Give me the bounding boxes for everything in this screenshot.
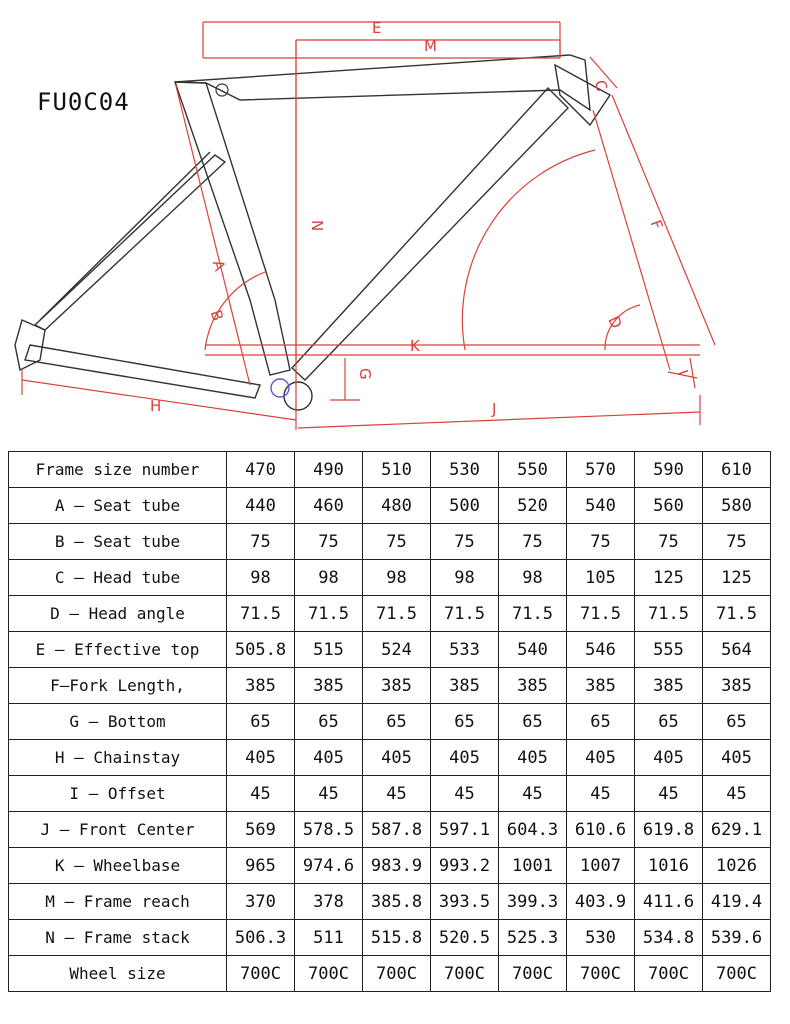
row-label: C — Head tube <box>9 560 227 596</box>
table-cell: 546 <box>567 632 635 668</box>
table-row <box>9 812 771 848</box>
table-cell: 610.6 <box>567 812 635 848</box>
table-cell: 405 <box>431 740 499 776</box>
table-cell: 1007 <box>567 848 635 884</box>
table-cell: 65 <box>363 704 431 740</box>
table-row <box>9 488 771 524</box>
table-cell: 405 <box>227 740 295 776</box>
table-cell: 974.6 <box>295 848 363 884</box>
table-cell: 385.8 <box>363 884 431 920</box>
table-cell: 65 <box>703 704 771 740</box>
table-cell: 105 <box>567 560 635 596</box>
table-row <box>9 596 771 632</box>
table-cell: 45 <box>363 776 431 812</box>
table-row <box>9 632 771 668</box>
table-cell: 597.1 <box>431 812 499 848</box>
dim-label-a: A <box>208 257 229 274</box>
table-cell: 983.9 <box>363 848 431 884</box>
table-cell: 587.8 <box>363 812 431 848</box>
table-cell: 378 <box>295 884 363 920</box>
table-cell: 700C <box>635 956 703 992</box>
table-cell: 510 <box>363 452 431 488</box>
table-cell: 411.6 <box>635 884 703 920</box>
row-label: I — Offset <box>9 776 227 812</box>
table-cell: 71.5 <box>635 596 703 632</box>
table-cell: 505.8 <box>227 632 295 668</box>
table-cell: 569 <box>227 812 295 848</box>
table-cell: 540 <box>499 632 567 668</box>
table-cell: 399.3 <box>499 884 567 920</box>
dim-label-j: J <box>492 400 497 418</box>
dim-label-i: I <box>673 367 692 378</box>
table-cell: 393.5 <box>431 884 499 920</box>
table-cell: 490 <box>295 452 363 488</box>
table-cell: 534.8 <box>635 920 703 956</box>
table-cell: 45 <box>499 776 567 812</box>
table-cell: 405 <box>363 740 431 776</box>
table-cell: 71.5 <box>431 596 499 632</box>
table-cell: 71.5 <box>227 596 295 632</box>
table-cell: 385 <box>363 668 431 704</box>
table-cell: 578.5 <box>295 812 363 848</box>
table-cell: 480 <box>363 488 431 524</box>
row-label: E — Effective top <box>9 632 227 668</box>
table-cell: 993.2 <box>431 848 499 884</box>
row-label: N — Frame stack <box>9 920 227 956</box>
table-cell: 98 <box>295 560 363 596</box>
table-cell: 700C <box>499 956 567 992</box>
table-header-row <box>9 452 771 488</box>
table-cell: 560 <box>635 488 703 524</box>
table-cell: 65 <box>635 704 703 740</box>
table-cell: 440 <box>227 488 295 524</box>
row-label: A — Seat tube <box>9 488 227 524</box>
table-cell: 520 <box>499 488 567 524</box>
table-cell: 540 <box>567 488 635 524</box>
table-cell: 98 <box>227 560 295 596</box>
table-cell: 700C <box>227 956 295 992</box>
table-row <box>9 776 771 812</box>
table-cell: 564 <box>703 632 771 668</box>
table-cell: 65 <box>227 704 295 740</box>
model-name: FU0C04 <box>37 88 130 116</box>
table-cell: 385 <box>295 668 363 704</box>
table-cell: 700C <box>363 956 431 992</box>
table-row <box>9 524 771 560</box>
table-cell: 1016 <box>635 848 703 884</box>
table-cell: 75 <box>431 524 499 560</box>
row-label: Wheel size <box>9 956 227 992</box>
table-cell: 530 <box>431 452 499 488</box>
dim-label-d: D <box>604 313 626 332</box>
table-cell: 619.8 <box>635 812 703 848</box>
table-cell: 370 <box>227 884 295 920</box>
table-cell: 65 <box>431 704 499 740</box>
table-cell: 71.5 <box>295 596 363 632</box>
table-cell: 965 <box>227 848 295 884</box>
row-label: H — Chainstay <box>9 740 227 776</box>
table-cell: 629.1 <box>703 812 771 848</box>
table-cell: 75 <box>363 524 431 560</box>
row-label: F—Fork Length, <box>9 668 227 704</box>
table-cell: 405 <box>499 740 567 776</box>
row-label: Frame size number <box>9 452 227 488</box>
table-cell: 506.3 <box>227 920 295 956</box>
table-cell: 98 <box>363 560 431 596</box>
table-cell: 533 <box>431 632 499 668</box>
table-cell: 75 <box>295 524 363 560</box>
dim-label-f: F <box>646 217 667 232</box>
dim-label-e: E <box>372 19 382 37</box>
table-row <box>9 920 771 956</box>
table-cell: 385 <box>431 668 499 704</box>
row-label: D — Head angle <box>9 596 227 632</box>
table-row <box>9 668 771 704</box>
table-cell: 125 <box>703 560 771 596</box>
table-cell: 75 <box>567 524 635 560</box>
table-cell: 511 <box>295 920 363 956</box>
table-cell: 65 <box>295 704 363 740</box>
row-label: M — Frame reach <box>9 884 227 920</box>
table-cell: 539.6 <box>703 920 771 956</box>
table-cell: 515 <box>295 632 363 668</box>
table-cell: 515.8 <box>363 920 431 956</box>
table-cell: 75 <box>635 524 703 560</box>
table-cell: 604.3 <box>499 812 567 848</box>
table-cell: 555 <box>635 632 703 668</box>
table-cell: 405 <box>635 740 703 776</box>
table-cell: 45 <box>295 776 363 812</box>
table-cell: 403.9 <box>567 884 635 920</box>
table-cell: 405 <box>703 740 771 776</box>
table-cell: 45 <box>567 776 635 812</box>
table-row <box>9 560 771 596</box>
table-row <box>9 740 771 776</box>
table-cell: 71.5 <box>703 596 771 632</box>
table-cell: 71.5 <box>499 596 567 632</box>
table-cell: 45 <box>227 776 295 812</box>
frame-geometry-diagram <box>0 0 790 440</box>
table-cell: 1001 <box>499 848 567 884</box>
table-cell: 700C <box>567 956 635 992</box>
dim-label-g: G <box>356 368 374 380</box>
table-cell: 530 <box>567 920 635 956</box>
table-cell: 45 <box>703 776 771 812</box>
table-cell: 520.5 <box>431 920 499 956</box>
table-cell: 71.5 <box>567 596 635 632</box>
table-cell: 385 <box>567 668 635 704</box>
table-row <box>9 884 771 920</box>
table-cell: 65 <box>567 704 635 740</box>
table-cell: 45 <box>431 776 499 812</box>
table-row <box>9 956 771 992</box>
table-row <box>9 848 771 884</box>
table-cell: 405 <box>295 740 363 776</box>
table-cell: 700C <box>703 956 771 992</box>
table-cell: 460 <box>295 488 363 524</box>
table-cell: 524 <box>363 632 431 668</box>
table-cell: 1026 <box>703 848 771 884</box>
table-cell: 65 <box>499 704 567 740</box>
table-cell: 570 <box>567 452 635 488</box>
table-cell: 71.5 <box>363 596 431 632</box>
table-cell: 385 <box>703 668 771 704</box>
row-label: K — Wheelbase <box>9 848 227 884</box>
table-cell: 700C <box>295 956 363 992</box>
table-cell: 75 <box>499 524 567 560</box>
table-cell: 385 <box>635 668 703 704</box>
table-cell: 405 <box>567 740 635 776</box>
table-cell: 550 <box>499 452 567 488</box>
table-cell: 385 <box>499 668 567 704</box>
table-cell: 75 <box>703 524 771 560</box>
dim-label-k: K <box>410 337 420 355</box>
row-label: G — Bottom <box>9 704 227 740</box>
table-cell: 525.3 <box>499 920 567 956</box>
dim-label-n: N <box>308 220 326 232</box>
table-cell: 500 <box>431 488 499 524</box>
table-cell: 98 <box>499 560 567 596</box>
dim-label-c: C <box>590 77 612 94</box>
table-cell: 470 <box>227 452 295 488</box>
table-cell: 125 <box>635 560 703 596</box>
table-cell: 700C <box>431 956 499 992</box>
table-cell: 45 <box>635 776 703 812</box>
table-cell: 580 <box>703 488 771 524</box>
dim-label-h: H <box>150 397 162 415</box>
table-cell: 98 <box>431 560 499 596</box>
row-label: B — Seat tube <box>9 524 227 560</box>
dim-label-m: M <box>424 37 437 55</box>
table-cell: 385 <box>227 668 295 704</box>
table-cell: 419.4 <box>703 884 771 920</box>
row-label: J — Front Center <box>9 812 227 848</box>
dim-label-b: B <box>206 307 227 324</box>
table-cell: 590 <box>635 452 703 488</box>
table-cell: 610 <box>703 452 771 488</box>
geometry-table <box>8 451 771 992</box>
table-cell: 75 <box>227 524 295 560</box>
table-row <box>9 704 771 740</box>
